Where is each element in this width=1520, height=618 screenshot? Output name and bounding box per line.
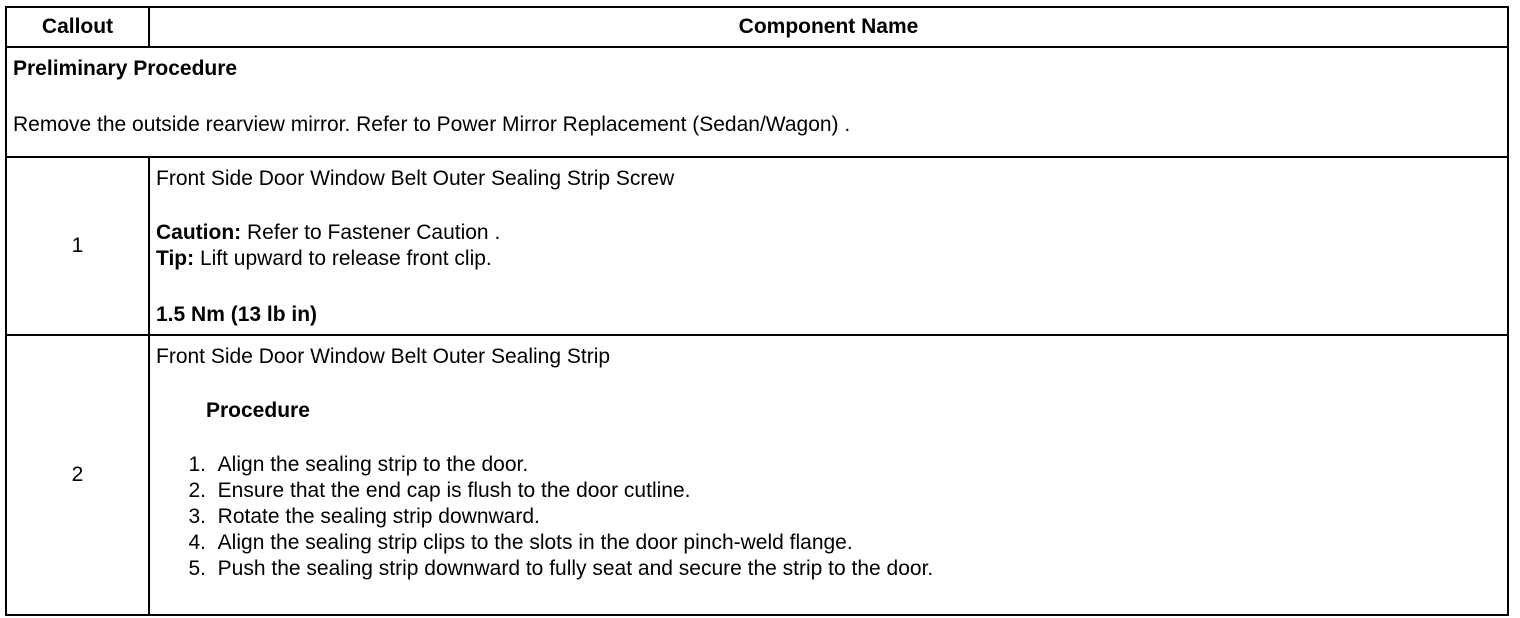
caution-line (156, 220, 1507, 246)
step-text: Align the sealing strip clips to the slots in the door pinch-weld flange. (217, 531, 853, 554)
table-header-row (6, 7, 1508, 47)
step-text: Ensure that the end cap is flush to the door cutline. (217, 479, 691, 502)
list-item (156, 556, 1507, 582)
torque-spec: 1.5 Nm (13 lb in) (156, 303, 318, 326)
tip-label: Tip: (156, 247, 195, 270)
caution-text: Refer to Fastener Caution . (241, 221, 501, 244)
callout-number: 1 (6, 157, 149, 335)
tip-line (156, 246, 1507, 272)
preliminary-cell (6, 47, 1508, 157)
tip-text: Lift upward to release front clip. (194, 247, 492, 270)
step-text: Rotate the sealing strip downward. (217, 505, 540, 528)
preliminary-row (6, 47, 1508, 157)
component-name: Front Side Door Window Belt Outer Sealing Strip (156, 345, 611, 368)
step-number: 1. (188, 453, 206, 476)
step-number: 4. (188, 531, 206, 554)
step-text: Push the sealing strip downward to fully seat and secure the strip to the door. (217, 557, 934, 580)
procedure-table (5, 6, 1509, 616)
list-item (156, 452, 1507, 478)
column-header-component-name: Component Name (149, 7, 1508, 47)
column-header-callout: Callout (6, 7, 149, 47)
preliminary-text: Remove the outside rearview mirror. Refer to Power Mirror Replacement (Sedan/Wagon) . (13, 113, 851, 136)
list-item (156, 478, 1507, 504)
list-item (156, 504, 1507, 530)
component-cell (149, 335, 1508, 615)
step-number: 3. (188, 505, 206, 528)
table-row (6, 335, 1508, 615)
step-text: Align the sealing strip to the door. (217, 453, 529, 476)
component-name: Front Side Door Window Belt Outer Sealing Strip Screw (156, 167, 675, 190)
component-cell (149, 157, 1508, 335)
procedure-steps (156, 452, 1507, 582)
step-number: 5. (188, 557, 206, 580)
procedure-subtitle: Procedure (206, 399, 310, 422)
caution-label: Caution: (156, 221, 242, 244)
callout-number: 2 (6, 335, 149, 615)
list-item (156, 530, 1507, 556)
table-row (6, 157, 1508, 335)
preliminary-title: Preliminary Procedure (13, 57, 238, 80)
step-number: 2. (188, 479, 206, 502)
